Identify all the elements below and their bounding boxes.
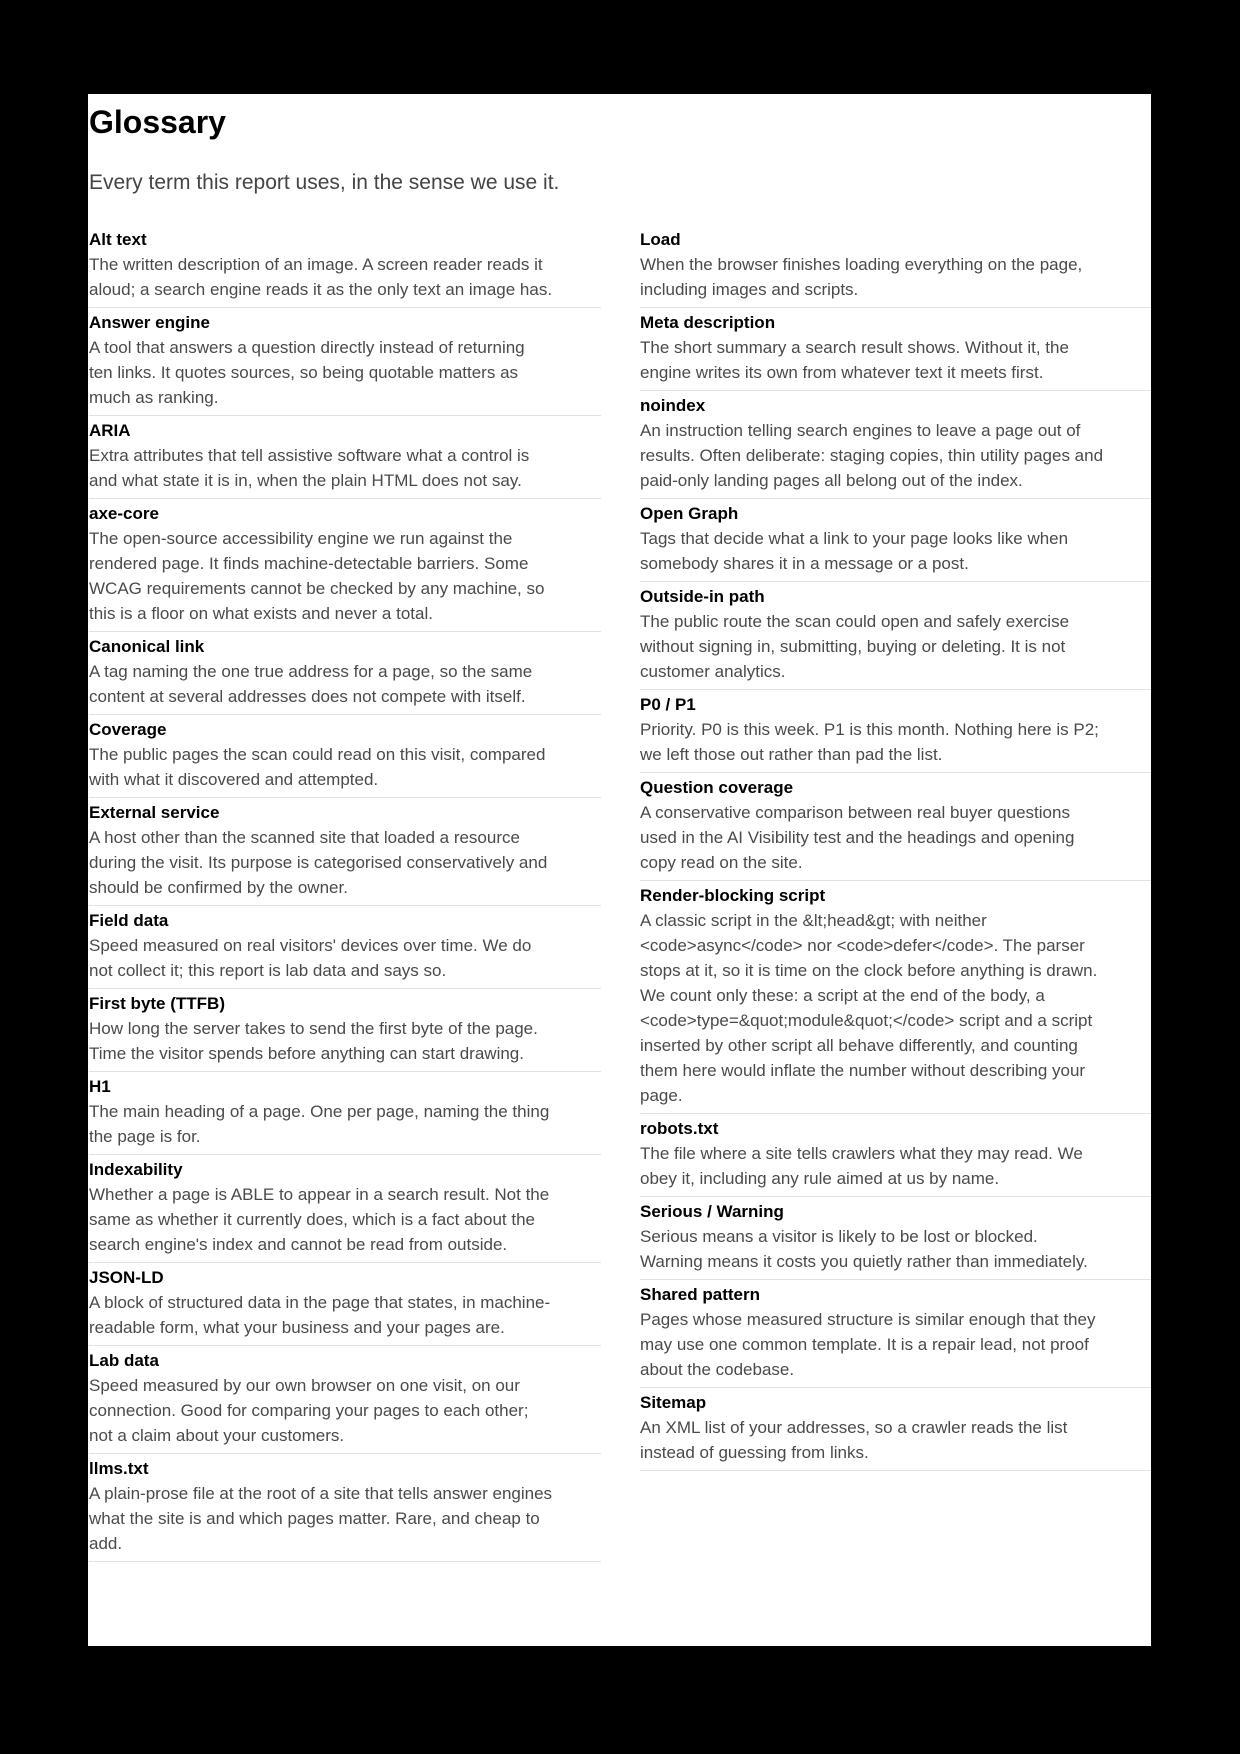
- glossary-entry: [640, 776, 1151, 881]
- page-title: Glossary: [89, 104, 226, 140]
- glossary-definition-line: not collect it; this report is lab data and says so.: [89, 961, 447, 980]
- glossary-column-left: [89, 228, 601, 1565]
- glossary-definition-line: Tags that decide what a link to your page looks like when: [640, 529, 1069, 548]
- glossary-term: ARIA: [89, 421, 131, 440]
- glossary-entry: [89, 228, 601, 308]
- glossary-term: Meta description: [640, 313, 776, 332]
- glossary-definition-line: The written description of an image. A screen reader reads it: [89, 255, 543, 274]
- glossary-definition-line: during the visit. Its purpose is categorised conservatively and: [89, 853, 548, 872]
- glossary-entry: [89, 502, 601, 632]
- glossary-definition-line: used in the AI Visibility test and the headings and opening: [640, 828, 1075, 847]
- glossary-definition-line: we left those out rather than pad the list.: [640, 745, 943, 764]
- glossary-definition-line: Pages whose measured structure is similar enough that they: [640, 1310, 1096, 1329]
- glossary-definition-line: paid-only landing pages all belong out of the index.: [640, 471, 1023, 490]
- glossary-definition-line: When the browser finishes loading everything on the page,: [640, 255, 1083, 274]
- glossary-term: Open Graph: [640, 504, 739, 523]
- glossary-term: Answer engine: [89, 313, 210, 332]
- glossary-definition-line: WCAG requirements cannot be checked by any machine, so: [89, 579, 545, 598]
- glossary-definition-line: not a claim about your customers.: [89, 1426, 345, 1445]
- glossary-definition-line: copy read on the site.: [640, 853, 803, 872]
- glossary-definition-line: Speed measured by our own browser on one visit, on our: [89, 1376, 520, 1395]
- glossary-definition-line: Time the visitor spends before anything can start drawing.: [89, 1044, 524, 1063]
- glossary-definition-line: the page is for.: [89, 1127, 201, 1146]
- glossary-entry: [89, 1457, 601, 1562]
- glossary-definition-line: should be confirmed by the owner.: [89, 878, 348, 897]
- glossary-term: Canonical link: [89, 637, 205, 656]
- glossary-definition-line: much as ranking.: [89, 388, 219, 407]
- glossary-entry: [89, 1349, 601, 1454]
- glossary-definition-line: Priority. P0 is this week. P1 is this month. Nothing here is P2;: [640, 720, 1099, 739]
- glossary-definition-line: The open-source accessibility engine we run against the: [89, 529, 513, 548]
- glossary-term: Serious / Warning: [640, 1202, 784, 1221]
- glossary-definition-line: We count only these: a script at the end of the body, a: [640, 986, 1045, 1005]
- glossary-definition-line: with what it discovered and attempted.: [89, 770, 379, 789]
- glossary-definition-line: A tag naming the one true address for a page, so the same: [89, 662, 533, 681]
- glossary-entry: [89, 801, 601, 906]
- glossary-entry: [89, 1158, 601, 1263]
- glossary-definition-line: instead of guessing from links.: [640, 1443, 869, 1462]
- glossary-definition-line: somebody shares it in a message or a post.: [640, 554, 969, 573]
- glossary-definition-line: without signing in, submitting, buying or deleting. It is not: [640, 637, 1066, 656]
- glossary-entry: [640, 884, 1151, 1114]
- glossary-definition-line: page.: [640, 1086, 683, 1105]
- glossary-entry: [89, 311, 601, 416]
- glossary-definition-line: add.: [89, 1534, 123, 1553]
- glossary-entry: [640, 311, 1151, 391]
- glossary-term: External service: [89, 803, 220, 822]
- glossary-definition-line: The main heading of a page. One per page, naming the thing: [89, 1102, 550, 1121]
- glossary-term: robots.txt: [640, 1119, 719, 1138]
- glossary-definition-line: and what state it is in, when the plain HTML does not say.: [89, 471, 522, 490]
- glossary-term: Field data: [89, 911, 169, 930]
- glossary-entry: [89, 419, 601, 499]
- glossary-definition-line: readable form, what your business and your pages are.: [89, 1318, 505, 1337]
- glossary-definition-line: The public pages the scan could read on this visit, compared: [89, 745, 546, 764]
- glossary-term: Render-blocking script: [640, 886, 826, 905]
- glossary-term: llms.txt: [89, 1459, 149, 1478]
- glossary-entry: [89, 1266, 601, 1346]
- glossary-entry: [640, 1391, 1151, 1471]
- glossary-term: axe-core: [89, 504, 159, 523]
- glossary-entry: [640, 394, 1151, 499]
- glossary-term: Load: [640, 230, 681, 249]
- glossary-entry: [89, 718, 601, 798]
- glossary-entry: [640, 1283, 1151, 1388]
- glossary-term: Outside-in path: [640, 587, 765, 606]
- glossary-term: First byte (TTFB): [89, 994, 225, 1013]
- glossary-entry: [89, 635, 601, 715]
- glossary-term: noindex: [640, 396, 706, 415]
- glossary-entry: [89, 992, 601, 1072]
- glossary-entry: [640, 1117, 1151, 1197]
- glossary-term: Sitemap: [640, 1393, 707, 1412]
- glossary-term: P0 / P1: [640, 695, 696, 714]
- glossary-definition-line: <code>type=&quot;module&quot;</code> script and a script: [640, 1011, 1093, 1030]
- glossary-definition-line: The public route the scan could open and safely exercise: [640, 612, 1070, 631]
- glossary-definition-line: what the site is and which pages matter. Rare, and cheap to: [89, 1509, 540, 1528]
- glossary-definition-line: obey it, including any rule aimed at us by name.: [640, 1169, 1000, 1188]
- glossary-entry: [640, 585, 1151, 690]
- glossary-definition-line: connection. Good for comparing your pages to each other;: [89, 1401, 529, 1420]
- glossary-entry: [640, 502, 1151, 582]
- glossary-definition-line: content at several addresses does not compete with itself.: [89, 687, 526, 706]
- glossary-term: Shared pattern: [640, 1285, 760, 1304]
- glossary-definition-line: rendered page. It finds machine-detectable barriers. Some: [89, 554, 529, 573]
- glossary-term: H1: [89, 1077, 111, 1096]
- glossary-definition-line: <code>async</code> nor <code>defer</code>. The parser: [640, 936, 1085, 955]
- glossary-definition-line: them here would inflate the number without describing your: [640, 1061, 1086, 1080]
- glossary-page: [88, 94, 1151, 1646]
- glossary-definition-line: including images and scripts.: [640, 280, 859, 299]
- glossary-definition-line: A conservative comparison between real buyer questions: [640, 803, 1070, 822]
- glossary-definition-line: How long the server takes to send the first byte of the page.: [89, 1019, 538, 1038]
- glossary-entry: [640, 1200, 1151, 1280]
- glossary-term: Alt text: [89, 230, 147, 249]
- glossary-term: JSON-LD: [89, 1268, 164, 1287]
- glossary-definition-line: Extra attributes that tell assistive software what a control is: [89, 446, 530, 465]
- glossary-definition-line: stops at it, so it is time on the clock before anything is drawn.: [640, 961, 1098, 980]
- glossary-term: Lab data: [89, 1351, 159, 1370]
- glossary-definition-line: Serious means a visitor is likely to be lost or blocked.: [640, 1227, 1038, 1246]
- glossary-definition-line: Warning means it costs you quietly rather than immediately.: [640, 1252, 1088, 1271]
- glossary-definition-line: A host other than the scanned site that loaded a resource: [89, 828, 520, 847]
- glossary-definition-line: search engine's index and cannot be read from outside.: [89, 1235, 508, 1254]
- glossary-definition-line: A classic script in the &lt;head&gt; with neither: [640, 911, 987, 930]
- glossary-definition-line: this is a floor on what exists and never a total.: [89, 604, 433, 623]
- glossary-definition-line: A block of structured data in the page that states, in machine-: [89, 1293, 551, 1312]
- glossary-column-right: [640, 228, 1151, 1474]
- glossary-definition-line: Speed measured on real visitors' devices over time. We do: [89, 936, 532, 955]
- glossary-definition-line: An XML list of your addresses, so a crawler reads the list: [640, 1418, 1068, 1437]
- glossary-definition-line: The short summary a search result shows. Without it, the: [640, 338, 1069, 357]
- glossary-definition-line: about the codebase.: [640, 1360, 795, 1379]
- glossary-definition-line: Whether a page is ABLE to appear in a search result. Not the: [89, 1185, 550, 1204]
- glossary-definition-line: inserted by other script all behave differently, and counting: [640, 1036, 1078, 1055]
- glossary-definition-line: A plain-prose file at the root of a site that tells answer engines: [89, 1484, 553, 1503]
- glossary-definition-line: results. Often deliberate: staging copies, thin utility pages and: [640, 446, 1104, 465]
- glossary-definition-line: same as whether it currently does, which is a fact about the: [89, 1210, 536, 1229]
- glossary-definition-line: engine writes its own from whatever text it meets first.: [640, 363, 1044, 382]
- glossary-entry: [89, 909, 601, 989]
- glossary-term: Question coverage: [640, 778, 794, 797]
- glossary-definition-line: may use one common template. It is a repair lead, not proof: [640, 1335, 1089, 1354]
- glossary-entry: [640, 228, 1151, 308]
- glossary-definition-line: A tool that answers a question directly instead of returning: [89, 338, 525, 357]
- page-subtitle: Every term this report uses, in the sense we use it.: [89, 171, 560, 194]
- glossary-term: Coverage: [89, 720, 167, 739]
- glossary-term: Indexability: [89, 1160, 183, 1179]
- glossary-definition-line: The file where a site tells crawlers what they may read. We: [640, 1144, 1083, 1163]
- glossary-entry: [640, 693, 1151, 773]
- glossary-definition-line: customer analytics.: [640, 662, 786, 681]
- glossary-definition-line: An instruction telling search engines to leave a page out of: [640, 421, 1081, 440]
- glossary-definition-line: aloud; a search engine reads it as the only text an image has.: [89, 280, 553, 299]
- glossary-definition-line: ten links. It quotes sources, so being quotable matters as: [89, 363, 519, 382]
- glossary-entry: [89, 1075, 601, 1155]
